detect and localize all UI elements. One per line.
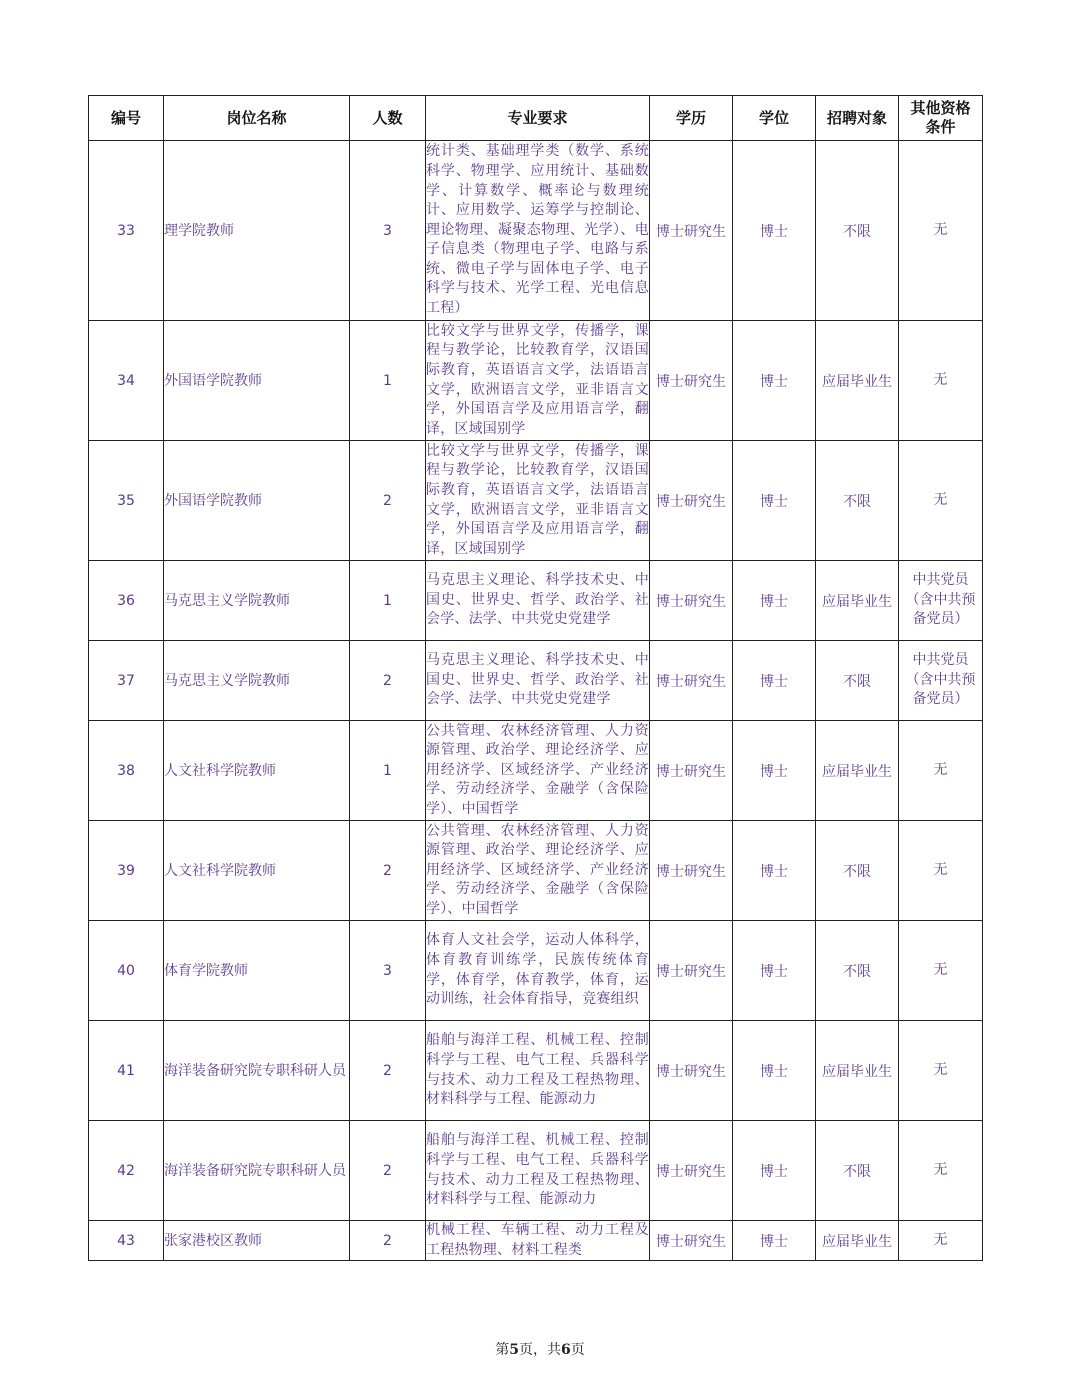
row-num: 33 [89,141,164,321]
row-target: 不限 [816,921,899,1021]
row-target: 不限 [816,641,899,721]
header-num: 编号 [89,96,164,141]
table-row [89,441,983,561]
row-num: 34 [89,321,164,441]
row-num: 38 [89,721,164,821]
row-title: 海洋装备研究院专职科研人员 [164,1021,350,1121]
row-degree: 博士 [733,561,816,641]
row-other: 无 [899,1121,983,1221]
row-edu: 博士研究生 [650,441,733,561]
table-row [89,641,983,721]
row-other: 无 [899,441,983,561]
row-degree: 博士 [733,641,816,721]
row-other: 无 [899,921,983,1021]
table-row [89,1021,983,1121]
row-other: 无 [899,721,983,821]
table-row [89,1121,983,1221]
row-count: 2 [350,821,426,921]
row-major: 公共管理、农林经济管理、人力资源管理、政治学、理论经济学、应用经济学、区域经济学、产业经济学、劳动经济学、金融学（含保险学）、中国哲学 [426,721,650,821]
row-count: 1 [350,321,426,441]
row-edu: 博士研究生 [650,141,733,321]
row-title: 理学院教师 [164,141,350,321]
page-footer [0,1339,1080,1359]
row-title: 人文社科学院教师 [164,721,350,821]
row-degree: 博士 [733,141,816,321]
row-count: 2 [350,1021,426,1121]
row-other: 无 [899,1021,983,1121]
row-num: 39 [89,821,164,921]
row-other: 中共党员（含中共预备党员） [899,641,983,721]
row-degree: 博士 [733,1221,816,1261]
row-major: 体育人文社会学，运动人体科学，体育教育训练学，民族传统体育学，体育学，体育教学，体育，运动训练，社会体育指导，竞赛组织 [426,921,650,1021]
row-num: 36 [89,561,164,641]
row-other: 无 [899,821,983,921]
row-edu: 博士研究生 [650,561,733,641]
row-other: 无 [899,141,983,321]
row-num: 41 [89,1021,164,1121]
header-title: 岗位名称 [164,96,350,141]
row-count: 2 [350,441,426,561]
row-count: 3 [350,921,426,1021]
row-other: 无 [899,1221,983,1261]
header-target: 招聘对象 [816,96,899,141]
row-target: 应届毕业生 [816,561,899,641]
row-num: 42 [89,1121,164,1221]
row-title: 体育学院教师 [164,921,350,1021]
row-degree: 博士 [733,1021,816,1121]
row-title: 外国语学院教师 [164,321,350,441]
table-row [89,921,983,1021]
header-other: 其他资格条件 [899,96,983,141]
row-degree: 博士 [733,1121,816,1221]
row-major: 机械工程、车辆工程、动力工程及工程热物理、材料工程类 [426,1221,650,1261]
row-target: 不限 [816,141,899,321]
row-major: 统计类、基础理学类（数学、系统科学、物理学、应用统计、基础数学、计算数学、概率论与数理统计、应用数学、运筹学与控制论、理论物理、凝聚态物理、光学）、电子信息类（物理电子学、电路与系统、微电子学与固体电子学、电子科学与技术、光学工程、光电信息工程） [426,141,650,321]
table-row [89,1221,983,1261]
row-degree: 博士 [733,921,816,1021]
header-count: 人数 [350,96,426,141]
row-count: 3 [350,141,426,321]
row-degree: 博士 [733,721,816,821]
table-header-row [89,96,983,141]
row-major: 公共管理、农林经济管理、人力资源管理、政治学、理论经济学、应用经济学、区域经济学、产业经济学、劳动经济学、金融学（含保险学）、中国哲学 [426,821,650,921]
row-edu: 博士研究生 [650,321,733,441]
row-degree: 博士 [733,821,816,921]
footer-current-page: 5 [509,1342,519,1358]
row-edu: 博士研究生 [650,921,733,1021]
row-major: 船舶与海洋工程、机械工程、控制科学与工程、电气工程、兵器科学与技术、动力工程及工程热物理、材料科学与工程、能源动力 [426,1021,650,1121]
row-title: 海洋装备研究院专职科研人员 [164,1121,350,1221]
row-degree: 博士 [733,441,816,561]
row-num: 43 [89,1221,164,1261]
row-major: 比较文学与世界文学，传播学，课程与教学论，比较教育学，汉语国际教育，英语语言文学，法语语言文学，欧洲语言文学，亚非语言文学，外国语言学及应用语言学，翻译，区域国别学 [426,321,650,441]
row-count: 1 [350,721,426,821]
row-edu: 博士研究生 [650,1221,733,1261]
row-num: 35 [89,441,164,561]
table-row [89,821,983,921]
row-major: 马克思主义理论、科学技术史、中国史、世界史、哲学、政治学、社会学、法学、中共党史党建学 [426,641,650,721]
row-major: 比较文学与世界文学，传播学，课程与教学论，比较教育学，汉语国际教育，英语语言文学，法语语言文学，欧洲语言文学，亚非语言文学，外国语言学及应用语言学，翻译，区域国别学 [426,441,650,561]
row-count: 2 [350,1121,426,1221]
row-num: 40 [89,921,164,1021]
row-target: 不限 [816,821,899,921]
row-num: 37 [89,641,164,721]
row-edu: 博士研究生 [650,721,733,821]
footer-suffix: 页 [570,1342,585,1358]
header-major: 专业要求 [426,96,650,141]
recruitment-table [88,95,983,1261]
row-edu: 博士研究生 [650,821,733,921]
row-edu: 博士研究生 [650,641,733,721]
footer-prefix: 第 [495,1342,510,1358]
row-target: 应届毕业生 [816,1221,899,1261]
row-major: 马克思主义理论、科学技术史、中国史、世界史、哲学、政治学、社会学、法学、中共党史党建学 [426,561,650,641]
row-target: 不限 [816,1121,899,1221]
row-target: 不限 [816,441,899,561]
row-title: 人文社科学院教师 [164,821,350,921]
row-title: 马克思主义学院教师 [164,641,350,721]
row-title: 张家港校区教师 [164,1221,350,1261]
table-row [89,321,983,441]
table-row [89,141,983,321]
row-other: 无 [899,321,983,441]
row-target: 应届毕业生 [816,1021,899,1121]
row-title: 马克思主义学院教师 [164,561,350,641]
row-target: 应届毕业生 [816,721,899,821]
row-major: 船舶与海洋工程、机械工程、控制科学与工程、电气工程、兵器科学与技术、动力工程及工程热物理、材料科学与工程、能源动力 [426,1121,650,1221]
row-count: 2 [350,1221,426,1261]
row-title: 外国语学院教师 [164,441,350,561]
footer-middle: 页，共 [519,1342,561,1358]
table-row [89,721,983,821]
row-edu: 博士研究生 [650,1021,733,1121]
header-degree: 学位 [733,96,816,141]
footer-total-pages: 6 [561,1342,571,1358]
row-other: 中共党员（含中共预备党员） [899,561,983,641]
row-degree: 博士 [733,321,816,441]
row-target: 应届毕业生 [816,321,899,441]
table-row [89,561,983,641]
row-count: 1 [350,561,426,641]
row-count: 2 [350,641,426,721]
header-edu: 学历 [650,96,733,141]
row-edu: 博士研究生 [650,1121,733,1221]
